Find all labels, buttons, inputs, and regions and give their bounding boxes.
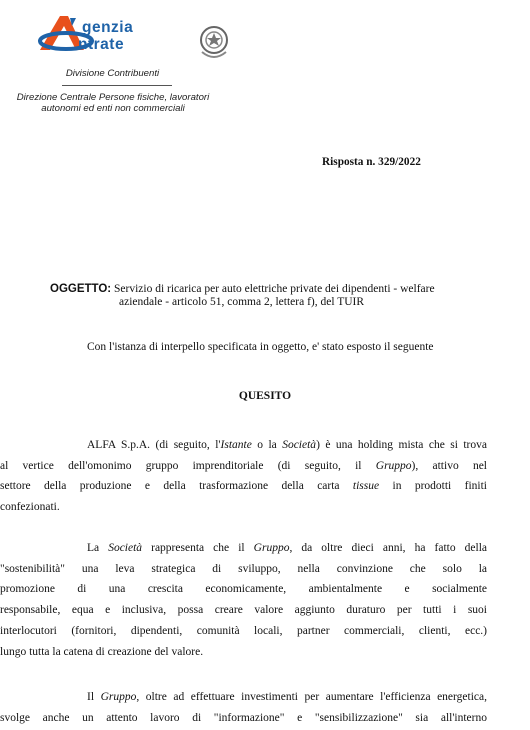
paragraph-3-line-2: svolge anche un attento lavoro di "informazione" e "sensibilizzazione" sia all'interno [0, 711, 487, 724]
header-divider [62, 85, 172, 86]
paragraph-3 [0, 687, 487, 728]
paragraph-2-line-4: responsabile, equa e inclusiva, possa creare valore aggiunto duraturo per tutti i suoi [0, 604, 487, 617]
logo-text-entrate: ntrate [78, 36, 125, 53]
section-title: QUESITO [238, 390, 292, 402]
paragraph-1-line-1: ALFA S.p.A. (di seguito, l'Istante o la Società) è una holding mista che si trova [87, 439, 487, 451]
agenzia-entrate-logo [28, 10, 208, 62]
subject-block [50, 283, 490, 309]
intro-sentence: Con l'istanza di interpello specificata in oggetto, e' stato esposto il seguente [87, 341, 434, 353]
paragraph-2-line-2: "sostenibilità" una leva strategica di sviluppo, nella convinzione che solo la [0, 562, 487, 575]
paragraph-1 [0, 435, 487, 518]
paragraph-2-line-5: interlocutori (fornitori, dipendenti, comunità locali, partner commerciali, clienti, ecc.) [0, 624, 487, 637]
direction-name: Direzione Centrale Persone fisiche, lavoratori autonomi ed enti non commerciali [16, 92, 210, 114]
subject-line-1: Servizio di ricarica per auto elettriche private dei dipendenti - welfare [114, 283, 435, 295]
subject-line-2: aziendale - articolo 51, comma 2, lettera f), del TUIR [119, 296, 365, 308]
paragraph-2-line-1: La Società rappresenta che il Gruppo, da oltre dieci anni, ha fatto della [87, 542, 487, 554]
paragraph-2 [0, 538, 487, 662]
division-name: Divisione Contribuenti [65, 68, 160, 79]
paragraph-2-line-6: lungo tutta la catena di creazione del valore. [0, 645, 204, 658]
paragraph-1-line-3: settore della produzione e della trasformazione della carta tissue in prodotti finiti [0, 480, 487, 493]
subject-label: OGGETTO: [50, 283, 112, 295]
paragraph-2-line-3: promozione di una crescita economicamente, ambientalmente e socialmente [0, 583, 487, 596]
logo-text-agenzia: genzia [82, 19, 134, 36]
paragraph-1-line-4: confezionati. [0, 501, 60, 514]
paragraph-3-line-1: Il Gruppo, oltre ad effettuare investimenti per aumentare l'efficienza energetica, [87, 691, 487, 703]
response-number: Risposta n. 329/2022 [322, 156, 421, 168]
italian-republic-emblem-icon [196, 22, 232, 62]
paragraph-1-line-2: al vertice dell'omonimo gruppo imprenditoriale (di seguito, il Gruppo), attivo nel [0, 459, 487, 472]
